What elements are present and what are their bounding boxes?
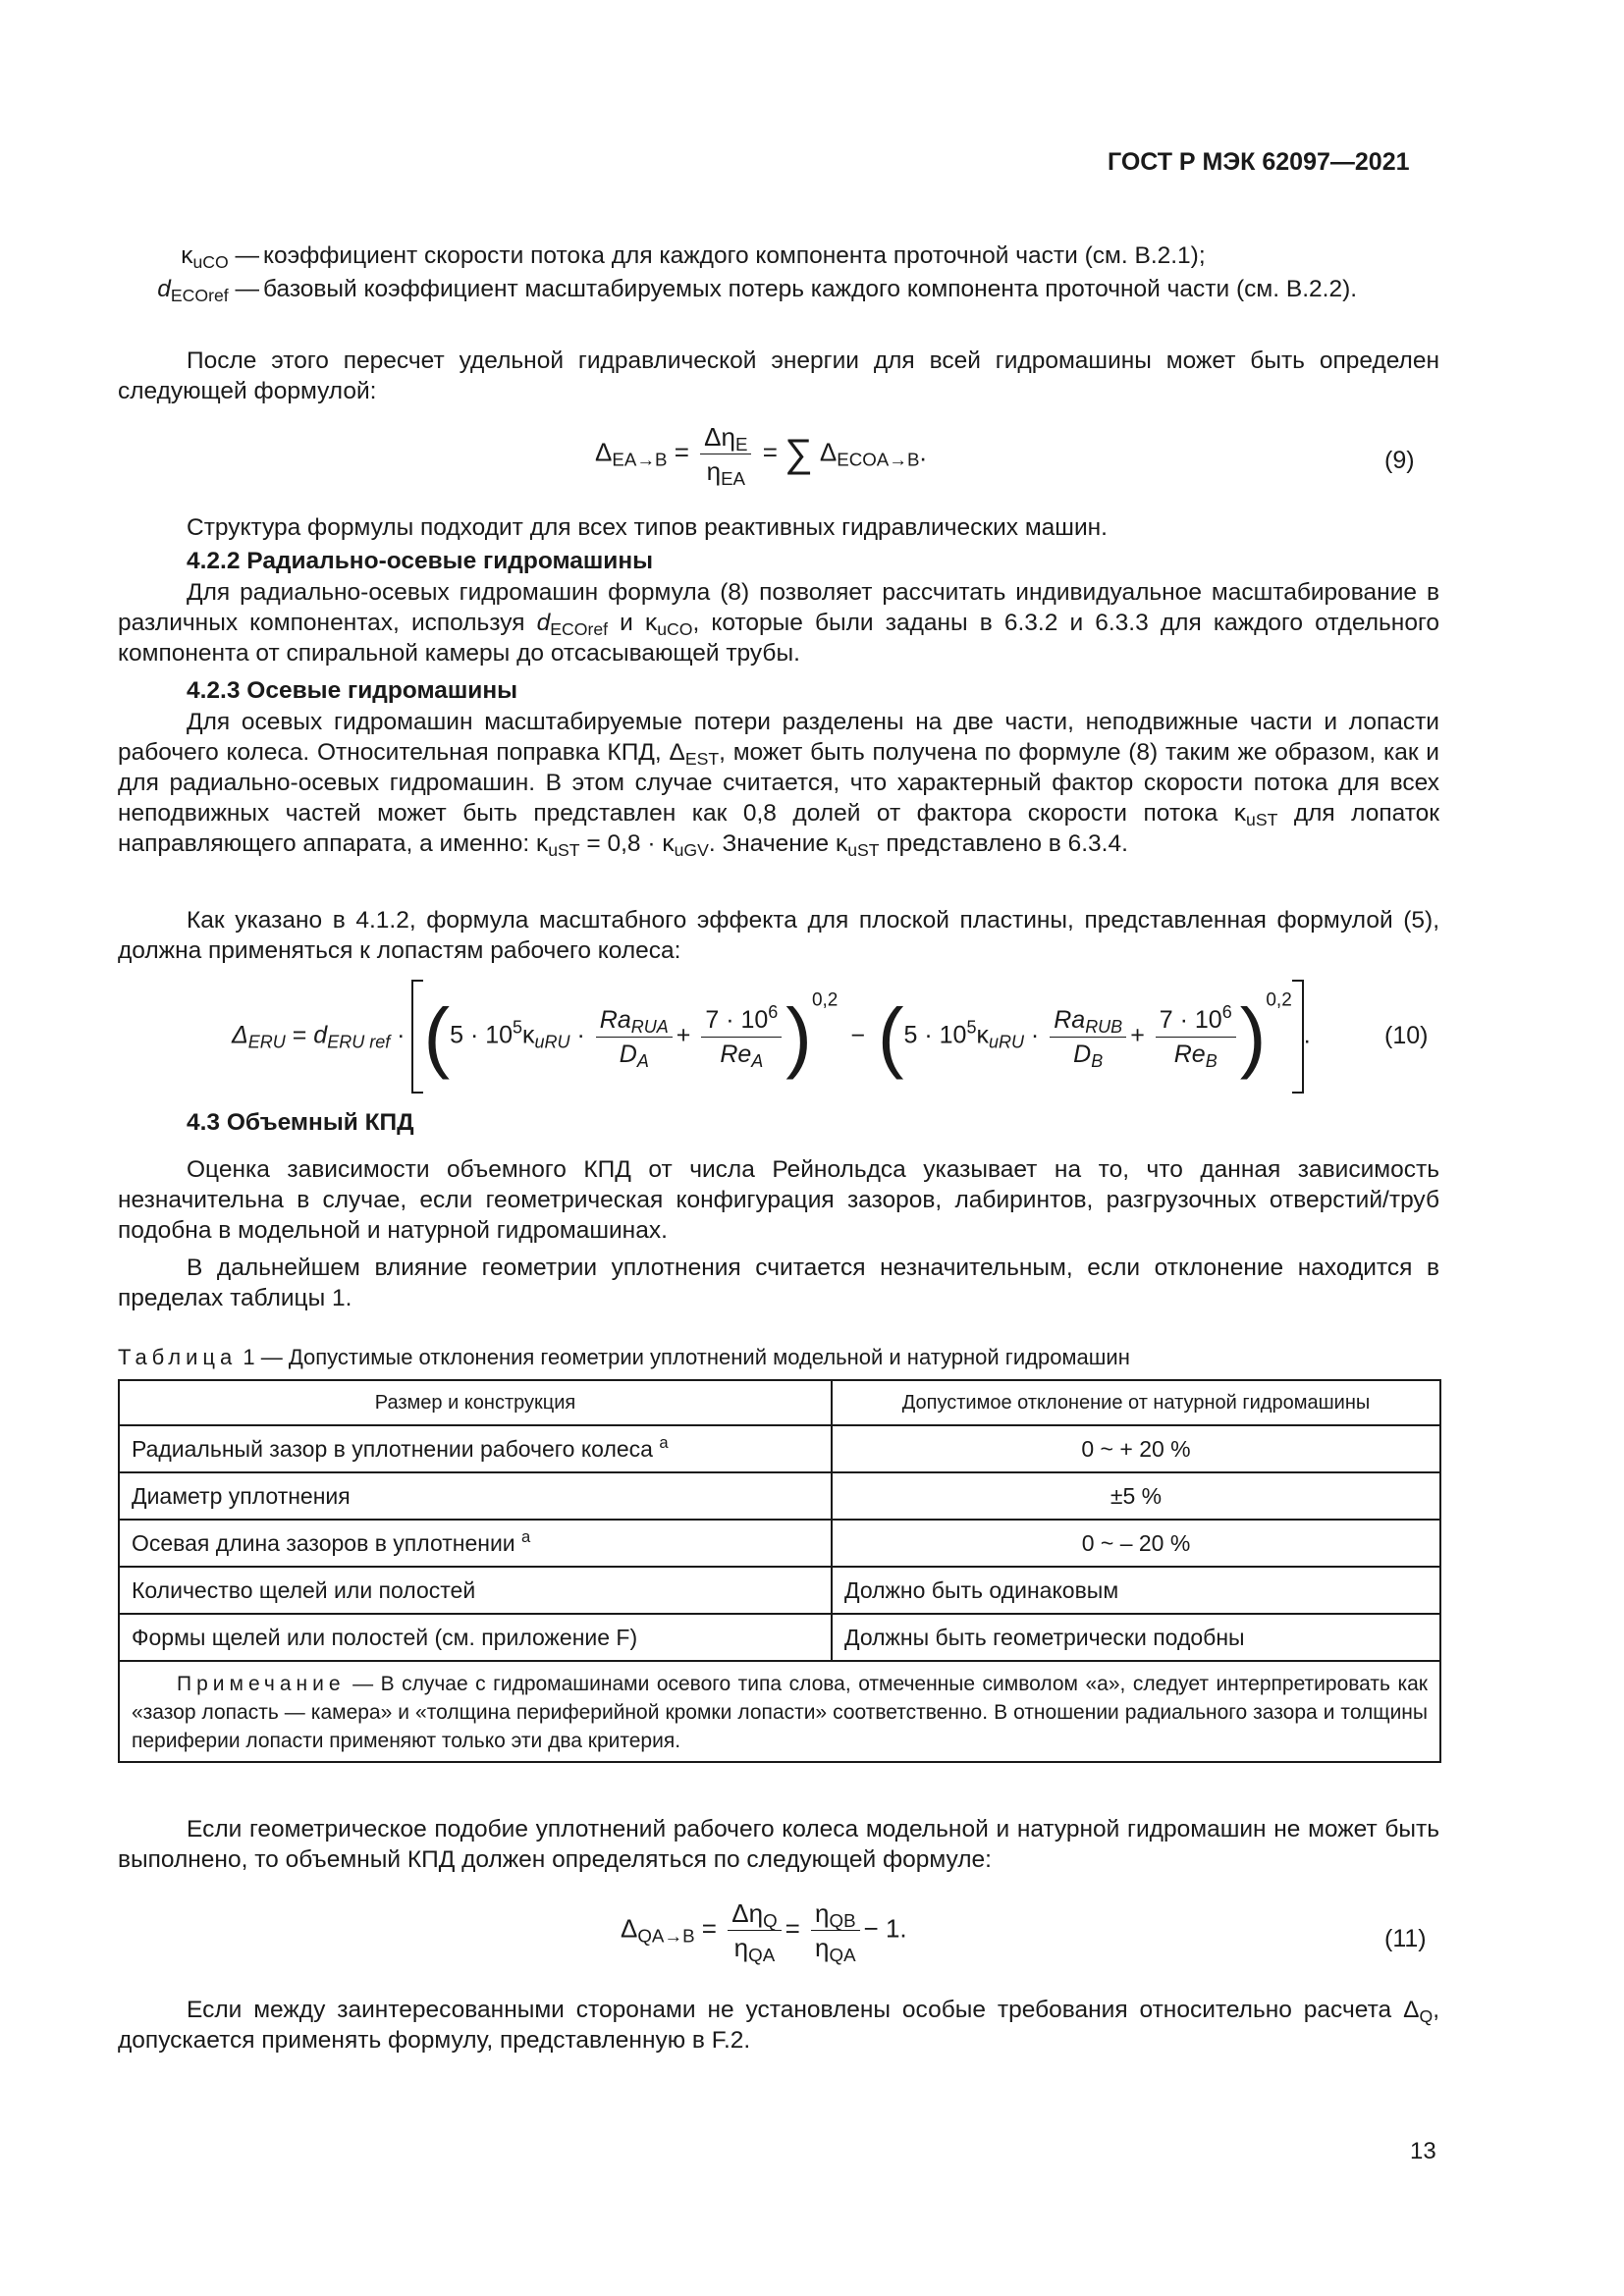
equation-number-9: (9) [1384,447,1415,474]
fraction-ra-rub: $\frac{Ra_{RUB}}{D_B}$ [1050,1005,1126,1069]
fraction-eta-qb-qa: $\frac{\eta_{QB}}{\eta_{QA}}$ [811,1898,860,1962]
fraction-re-a: $\frac{7 \cdot 10^6}{Re_A}$ [701,1005,782,1069]
paragraph-recalculation: После этого пересчет удельной гидравлической энергии для всей гидромашины может быть определен следующей формулой: [118,347,1439,404]
equation-number-10: (10) [1384,1022,1429,1049]
left-paren-a: ( [423,992,451,1080]
equation-9: $\Delta_{EA\to B}$ = $\frac{\Delta\eta_E}{\eta_{EA}}$ = ∑ $\Delta_{ECOA\to B}$. [595,422,927,490]
table-note: Примечание — В случае с гидромашинами осевого типа слова, отмеченные символом «а», следует интерпретировать как «зазор лопасть — камера» и «толщина периферийной кромки лопасти» соответственно. В отношении радиального зазора и толщины периферии лопасти применяют только эти два критерия. [119,1661,1440,1762]
fraction-delta-eta-q: $\frac{\Delta\eta_Q}{\eta_{QA}}$ [728,1898,781,1962]
paragraph-geometric-similarity: Если геометрическое подобие уплотнений рабочего колеса модельной и натурной гидромашин не может быть выполнено, то объемный КПД должен определяться по следующей формуле: [118,1816,1439,1873]
column-header: Допустимое отклонение от натурной гидромашины [832,1380,1440,1425]
table-cell-value: 0 ~ – 20 % [832,1520,1440,1567]
table-cell-value: Должны быть геометрически подобны [832,1614,1440,1661]
column-header: Размер и конструкция [119,1380,832,1425]
table-cell-parameter: Радиальный зазор в уплотнении рабочего колеса $^a$ [119,1425,832,1472]
table-cell-parameter: Диаметр уплотнения [119,1472,832,1520]
section-heading-4-3: 4.3 Объемный КПД [187,1109,414,1136]
standard-designation: ГОСТ Р МЭК 62097—2021 [1108,148,1410,176]
paragraph-4-1-2-reference: Как указано в 4.1.2, формула масштабного эффекта для плоской пластины, представленная формулой (5), должна применяться к лопастям рабочего колеса: [118,907,1439,964]
table-cell-value: ±5 % [832,1472,1440,1520]
table-cell-parameter: Формы щелей или полостей (см. приложение F) [119,1614,832,1661]
equation-number-11: (11) [1384,1925,1427,1952]
table-note-row [119,1661,1440,1762]
fraction-re-b: $\frac{7 \cdot 10^6}{Re_B}$ [1156,1005,1236,1069]
table-cell-value: Должно быть одинаковым [832,1567,1440,1614]
fraction-ra-rua: $\frac{Ra_{RUA}}{D_A}$ [596,1005,673,1069]
paragraph-4-2-3: Для осевых гидромашин масштабируемые потери разделены на две части, неподвижные части и лопасти рабочего колеса. Относительная поправка КПД, $\Delta_{EST}$, может быть получена по формуле (8) таким же образом, как и для радиально-осевых гидромашин. В этом случае считается, что характерный фактор скорости потока для всех неподвижных частей может быть представлен как 0,8 долей от фактора скорости потока $\kappa_{uST}$ для лопаток направляющего аппарата, а именно: $\kappa_{uST} = 0,8 \cdot \kappa_{uGV}$. Значение $\kappa_{uST}$ представлено в 6.3.4. [118,709,1439,860]
table-cell-parameter: Осевая длина зазоров в уплотнении $^a$ [119,1520,832,1567]
table-row [119,1472,1440,1520]
paragraph-structure: Структура формулы подходит для всех типов реактивных гидравлических машин. [187,514,1108,541]
right-bracket [1292,980,1304,1094]
table-cell-value: 0 ~ + 20 % [832,1425,1440,1472]
left-paren-b: ( [877,992,904,1080]
paragraph-4-2-2: Для радиально-осевых гидромашин формула (8) позволяет рассчитать индивидуальное масштабирование в различных компонентах, используя $d_{ECOref}$ и $\kappa_{uCO}$, которые были заданы в 6.3.2 и 6.3.3 для каждого отдельного компонента от спиральной камеры до отсасывающей трубы. [118,579,1439,667]
definition-symbol-kappa-uco: $\kappa_{uCO}$ — [181,242,259,272]
section-heading-4-2-3: 4.2.3 Осевые гидромашины [187,677,518,704]
section-heading-4-2-2: 4.2.2 Радиально-осевые гидромашины [187,548,654,574]
definition-text-kappa-uco: коэффициент скорости потока для каждого компонента проточной части (см. В.2.1); [263,242,1206,269]
table-header-row [119,1380,1440,1425]
table-row [119,1614,1440,1661]
left-bracket [411,980,423,1094]
right-paren-a: ) [785,992,812,1080]
page-number: 13 [1410,2138,1436,2164]
tolerance-table [118,1379,1441,1763]
definition-text-d-ecoref: базовый коэффициент масштабируемых потерь каждого компонента проточной части (см. В.2.2). [263,276,1358,302]
paragraph-final: Если между заинтересованными сторонами не установлены особые требования относительно расчета $\Delta_Q$, допускается применять формулу, представленную в F.2. [118,1997,1439,2054]
equation-10: $\Delta_{ERU} = d_{ERU ref} \cdot (5 \cdot 10^5\kappa_{uRU}$ · $\frac{Ra_{RUA}}{D_A}$ + $\frac{7 \cdot 10^6}{Re_A}$ )$^{0,2} - (5 \cdot 10^5\kappa_{uRU}$ · $\frac{Ra_{RUB}}{D_B}$ + $\frac{7 \cdot 10^6}{Re_B}$ )$^{0,2}$. [232,980,1311,1094]
table-cell-parameter: Количество щелей или полостей [119,1567,832,1614]
equation-11: $\Delta_{QA\to B}$ = $\frac{\Delta\eta_Q}{\eta_{QA}}$ = $\frac{\eta_{QB}}{\eta_{QA}}$ − 1. [621,1898,907,1966]
paragraph-4-3-seal-geometry: В дальнейшем влияние геометрии уплотнения считается незначительным, если отклонение находится в пределах таблицы 1. [118,1255,1439,1311]
table-caption: Таблица 1 — Допустимые отклонения геометрии уплотнений модельной и натурной гидромашин [118,1345,1130,1369]
definition-symbol-d-ecoref: $d_{ECOref}$ — [157,276,259,305]
right-paren-b: ) [1239,992,1267,1080]
table-row [119,1567,1440,1614]
table-row [119,1520,1440,1567]
paragraph-4-3-reynolds: Оценка зависимости объемного КПД от числа Рейнольдса указывает на то, что данная зависимость незначительна в случае, если геометрическая конфигурация зазоров, лабиринтов, разгрузочных отверстий/труб подобна в модельной и натурной гидромашинах. [118,1156,1439,1244]
table-row [119,1425,1440,1472]
fraction: $\frac{\Delta\eta_E}{\eta_{EA}}$ [700,422,751,486]
